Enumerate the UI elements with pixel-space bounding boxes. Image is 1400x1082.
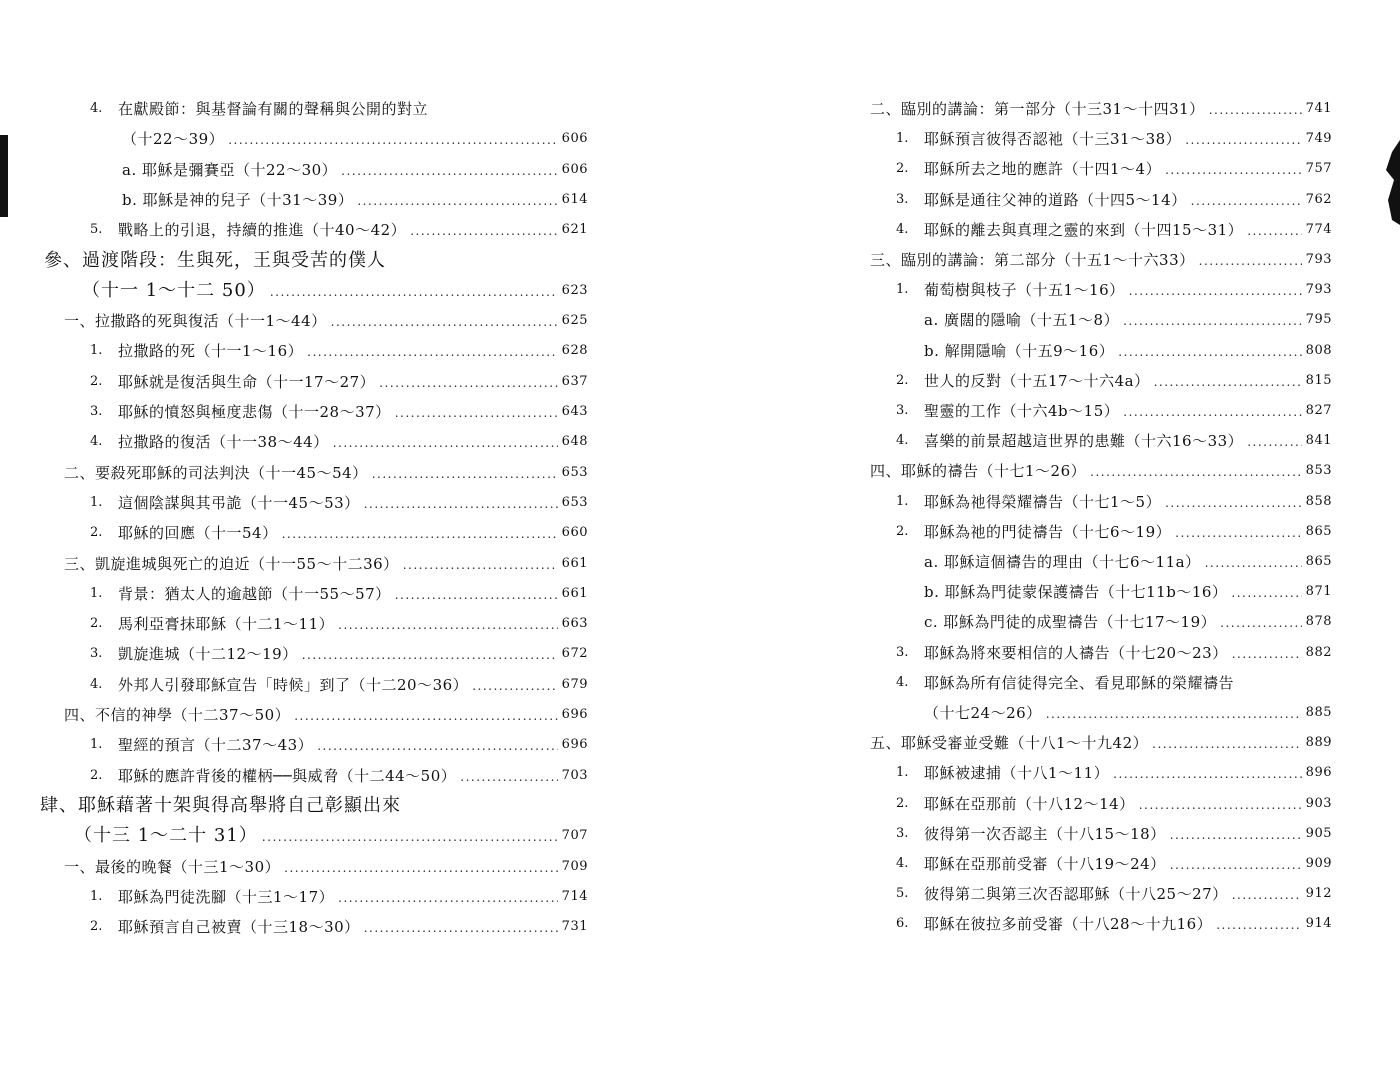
toc-page-number: 661 [561,555,588,571]
toc-entry [64,853,588,877]
toc-entry-title: 馬利亞膏抹耶穌（十二1～11） [118,615,335,634]
toc-entry-title: 耶穌被逮捕（十八1～11） [924,764,1110,783]
toc-entry [122,186,588,210]
toc-entry-number: 1. [896,131,909,147]
toc-part-heading [40,792,401,816]
toc-entry [90,337,588,361]
toc-entry-title: 耶穌所去之地的應許（十四1～4） [924,160,1162,179]
toc-entry [90,489,588,513]
dot-leader [1165,161,1302,179]
toc-page-number: 871 [1305,584,1332,600]
toc-page-number: 793 [1305,252,1332,267]
toc-entry [896,790,1332,814]
toc-entry [64,701,588,725]
toc-entry-title: 耶穌在亞那前受審（十八19～24） [924,855,1166,873]
toc-entry-number: 3. [90,404,103,419]
right-page [700,0,1400,1082]
toc-entry-number: 1. [90,888,103,904]
toc-entry [896,759,1332,783]
toc-page-number: 606 [561,161,588,177]
toc-entry-title: a. 耶穌這個禱告的理由（十七6～11a） [924,553,1201,571]
toc-entry-number: 2. [90,919,103,935]
toc-entry-number: 4. [896,221,909,237]
toc-entry [870,95,1332,119]
dot-leader [372,465,558,483]
toc-entry-number: 5. [896,886,909,902]
toc-entry-title: 葡萄樹與枝子（十五1～16） [924,281,1125,300]
dot-leader [282,525,558,543]
toc-entry [64,459,588,483]
toc-entry-title: （十七24～26） [924,704,1042,722]
toc-entry-title: 在獻殿節：與基督論有關的聲稱與公開的對立 [118,100,429,118]
toc-entry-number: 4. [90,101,103,116]
toc-entry-title: 一、拉撒路的死與復活（十一1～44） [64,312,327,331]
toc-entry [896,669,1234,693]
toc-entry-title: 耶穌的回應（十一54） [118,524,278,543]
toc-page-number: 660 [561,525,588,541]
toc-entry-title: （十三 1～二十 31） [74,825,258,847]
dot-leader [270,283,558,301]
toc-entry [90,731,588,755]
dot-leader [228,131,557,149]
toc-entry-title: 參、過渡階段：生與死，王與受苦的僕人 [44,249,386,271]
scan-edge-mark [1380,140,1400,225]
toc-entry [924,699,1332,723]
toc-entry [64,307,588,331]
dot-leader [1220,614,1302,632]
dot-leader [338,889,558,907]
toc-entry-title: 彼得第二與第三次否認耶穌（十八25～27） [924,885,1228,904]
dot-leader [1170,856,1302,874]
toc-entry-number: 6. [896,916,909,932]
dot-leader [1205,554,1302,572]
toc-entry-title: 喜樂的前景超越這世界的患難（十六16～33） [924,432,1244,451]
dot-leader [379,374,557,392]
toc-entry-title: 彼得第一次否認主（十八15～18） [924,824,1166,843]
toc-page-number: 614 [561,191,588,207]
toc-page-number: 749 [1305,131,1332,147]
toc-page-number: 914 [1305,916,1332,932]
toc-page-number: 912 [1305,886,1332,902]
toc-page-number: 653 [561,494,588,510]
toc-entry [122,125,588,149]
toc-entry-title: 耶穌在亞那前（十八12～14） [924,794,1135,813]
scan-edge-mark [0,135,8,217]
toc-entry [90,883,588,907]
toc-entry-title: 世人的反對（十五17～十六4a） [924,371,1150,390]
toc-entry [896,910,1332,934]
toc-entry-number: 4. [896,433,909,449]
toc-entry-title: a. 耶穌是彌賽亞（十22～30） [122,160,338,179]
dot-leader [338,616,558,634]
toc-entry-number: 4. [90,434,103,450]
toc-page-number: 903 [1305,795,1332,811]
dot-leader [262,828,558,846]
toc-entry-number: 1. [90,585,103,601]
dot-leader [1231,584,1301,602]
toc-entry-title: c. 耶穌為門徒的成聖禱告（十七17～19） [924,613,1217,632]
toc-entry [90,368,588,392]
toc-page-number: 679 [561,676,588,692]
toc-entry-number: 1. [896,493,909,509]
toc-page-number: 648 [561,434,588,450]
toc-entry-title: 耶穌為門徒洗腳（十三1～17） [118,887,335,906]
dot-leader [1247,433,1301,451]
toc-entry-number: 4. [896,856,909,871]
dot-leader [357,192,557,210]
dot-leader [1165,494,1302,512]
toc-entry-title: 耶穌為將來要相信的人禱告（十七20～23） [924,643,1228,662]
toc-entry-number: 4. [90,676,103,692]
toc-page-number: 878 [1305,614,1332,630]
toc-entry [90,519,588,543]
toc-entry [896,639,1332,663]
toc-page-number: 653 [561,464,588,480]
dot-leader [1139,796,1302,814]
dot-leader [317,737,557,755]
toc-entry-number: 2. [896,161,909,177]
toc-entry-title: 耶穌是通往父神的道路（十四5～14） [924,190,1187,209]
toc-entry-number: 2. [896,372,909,388]
toc-entry-title: 耶穌預言自己被賣（十三18～30） [118,918,360,937]
toc-entry [90,95,428,119]
toc-entry-title: 二、臨別的講論：第一部分（十三31～十四31） [870,100,1205,118]
dot-leader [1118,343,1301,361]
dot-leader [395,404,558,422]
toc-part-heading [74,822,588,846]
toc-page-number: 815 [1305,372,1332,388]
toc-entry [924,608,1332,632]
toc-entry-number: 1. [90,737,103,753]
toc-page-number: 628 [561,343,588,359]
dot-leader [1216,916,1301,934]
toc-entry [90,913,588,937]
toc-page-number: 606 [561,131,588,147]
dot-leader [1247,222,1301,240]
dot-leader [1123,403,1301,421]
toc-page-number: 757 [1305,161,1332,177]
toc-entry [90,428,588,452]
dot-leader [1123,312,1302,330]
toc-entry-title: 耶穌就是復活與生命（十一17～27） [118,372,376,391]
dot-leader [1129,282,1302,300]
dot-leader [333,434,558,452]
toc-page-number: 889 [1305,735,1332,751]
toc-entry [924,548,1332,572]
dot-leader [307,343,558,361]
toc-entry-title: 三、凱旋進城與死亡的迫近（十一55～十二36） [64,554,399,573]
toc-entry-title: 耶穌的憤怒與極度悲傷（十一28～37） [118,403,391,421]
dot-leader [364,495,558,513]
dot-leader [1113,765,1302,783]
toc-page-number: 762 [1305,191,1332,207]
toc-entry-title: 這個陰謀與其弔詭（十一45～53） [118,493,360,512]
toc-entry-number: 2. [896,523,909,539]
toc-page-number: 643 [561,404,588,419]
toc-entry-title: 背景：猶太人的逾越節（十一55～57） [118,584,391,603]
toc-entry-title: 戰略上的引退，持續的推進（十40～42） [118,221,407,240]
toc-entry-title: 三、臨別的講論：第二部分（十五1～十六33） [870,251,1195,269]
toc-entry [90,671,588,695]
dot-leader [1232,645,1302,663]
toc-page-number: 827 [1305,403,1332,418]
toc-page-number: 793 [1305,282,1332,298]
toc-entry [64,550,588,574]
toc-page-number: 696 [561,707,588,722]
toc-entry-number: 3. [90,646,103,662]
toc-page-number: 909 [1305,856,1332,871]
toc-part-heading [44,247,386,271]
toc-page-number: 905 [1305,825,1332,841]
toc-entry [896,367,1332,391]
toc-page-number: 707 [561,828,588,844]
toc-entry-number: 1. [90,343,103,359]
toc-page-number: 661 [561,585,588,601]
toc-entry-number: 2. [90,616,103,632]
toc-entry [896,155,1332,179]
toc-entry-title: 四、不信的神學（十二37～50） [64,706,291,724]
toc-entry-title: 五、耶穌受審並受難（十八1～十九42） [870,734,1149,753]
toc-part-heading [82,277,588,301]
toc-entry-title: 耶穌在彼拉多前受審（十八28～十九16） [924,915,1213,934]
toc-entry-title: 耶穌的應許背後的權柄──與威脅（十二44～50） [118,766,457,785]
toc-entry-title: 一、最後的晚餐（十三1～30） [64,857,281,876]
dot-leader [403,556,558,574]
toc-entry-number: 2. [896,795,909,811]
dot-leader [460,768,557,786]
toc-page-number: 637 [561,373,588,389]
dot-leader [1232,886,1302,904]
toc-entry-number: 3. [896,644,909,660]
toc-entry [924,578,1332,602]
toc-page-number: 741 [1305,101,1332,116]
toc-entry-title: 耶穌為祂得榮耀禱告（十七1～5） [924,492,1162,511]
toc-entry [870,246,1332,270]
dot-leader [341,162,558,180]
toc-entry-number: 2. [90,373,103,389]
toc-entry [924,306,1332,330]
dot-leader [294,707,557,725]
toc-page-number: 795 [1305,312,1332,328]
toc-entry-number: 3. [896,191,909,207]
toc-entry [870,729,1332,753]
dot-leader [1191,192,1302,210]
toc-page-number: 663 [561,616,588,632]
toc-entry-title: 肆、耶穌藉著十架與得高舉將自己彰顯出來 [40,794,401,816]
toc-entry-title: 聖靈的工作（十六4b～15） [924,402,1120,420]
toc-entry [896,518,1332,542]
toc-entry-title: 聖經的預言（十二37～43） [118,736,314,755]
toc-entry [896,186,1332,210]
toc-entry [896,276,1332,300]
toc-entry-number: 5. [90,222,103,238]
toc-entry [924,337,1332,361]
toc-entry [896,397,1332,421]
toc-entry [90,398,588,422]
dot-leader [284,859,558,877]
toc-page-number: 623 [561,282,588,298]
dot-leader [364,919,558,937]
toc-page-number: 841 [1305,433,1332,449]
toc-entry-title: b. 解開隱喻（十五9～16） [924,341,1115,360]
toc-entry [896,880,1332,904]
toc-page-number: 714 [561,888,588,904]
toc-entry-number: 1. [896,282,909,298]
toc-page-number: 709 [561,858,588,874]
toc-page-number: 672 [561,646,588,662]
toc-entry [90,580,588,604]
toc-page-number: 865 [1305,523,1332,539]
toc-entry-title: 四、耶穌的禱告（十七1～26） [870,462,1087,481]
toc-entry-number: 1. [896,765,909,781]
dot-leader [410,222,557,240]
toc-page-number: 625 [561,313,588,329]
toc-entry-title: （十一 1～十二 50） [82,279,266,301]
toc-entry-number: 3. [896,403,909,418]
dot-leader [1046,705,1302,723]
toc-page-number: 853 [1305,463,1332,479]
toc-entry-title: a. 廣闊的隱喻（十五1～8） [924,311,1120,330]
dot-leader [1199,252,1302,270]
toc-entry [896,125,1332,149]
toc-entry-title: 二、要殺死耶穌的司法判決（十一45～54） [64,463,368,482]
toc-entry-number: 3. [896,825,909,841]
toc-entry-number: 1. [90,494,103,510]
dot-leader [472,677,557,695]
toc-page-number: 858 [1305,493,1332,509]
toc-entry [896,820,1332,844]
toc-page-number: 882 [1305,644,1332,660]
dot-leader [1170,826,1302,844]
toc-entry-title: 凱旋進城（十二12～19） [118,645,298,664]
toc-page-number: 865 [1305,554,1332,569]
dot-leader [395,586,558,604]
dot-leader [1152,735,1302,753]
toc-entry [90,762,588,786]
toc-page-number: 731 [561,919,588,935]
toc-entry [896,850,1332,874]
dot-leader [1185,131,1301,149]
toc-entry [90,640,588,664]
toc-entry [896,216,1332,240]
toc-entry [896,488,1332,512]
toc-entry-number: 4. [896,674,909,690]
toc-entry-title: 耶穌為祂的門徒禱告（十七6～19） [924,522,1172,541]
toc-entry-title: （十22～39） [122,130,225,149]
toc-page-number: 885 [1305,705,1332,720]
toc-entry-title: 耶穌為所有信徒得完全、看見耶穌的榮耀禱告 [924,673,1235,692]
toc-page-number: 808 [1305,342,1332,358]
toc-page-number: 703 [561,767,588,783]
toc-entry-title: 耶穌的離去與真理之靈的來到（十四15～31） [924,220,1244,239]
toc-entry-number: 2. [90,767,103,783]
dot-leader [1090,463,1302,481]
dot-leader [331,313,558,331]
dot-leader [1154,373,1302,391]
toc-entry-title: 拉撒路的復活（十一38～44） [118,433,329,452]
dot-leader [1175,524,1302,542]
toc-entry [122,156,588,180]
toc-entry-title: 拉撒路的死（十一1～16） [118,342,304,361]
toc-entry [870,457,1332,481]
toc-page-number: 896 [1305,765,1332,781]
toc-entry [896,427,1332,451]
toc-page-number: 696 [561,737,588,753]
toc-entry [90,216,588,240]
toc-entry-number: 2. [90,525,103,541]
dot-leader [1209,101,1302,119]
toc-entry-title: b. 耶穌是神的兒子（十31～39） [122,190,354,209]
toc-entry [90,610,588,634]
toc-page-number: 621 [561,222,588,238]
toc-entry-title: b. 耶穌為門徒蒙保護禱告（十七11b～16） [924,583,1228,602]
dot-leader [302,646,558,664]
toc-entry-title: 外邦人引發耶穌宣告「時候」到了（十二20～36） [118,675,469,694]
toc-page-number: 774 [1305,221,1332,237]
toc-entry-title: 耶穌預言彼得否認祂（十三31～38） [924,130,1182,149]
